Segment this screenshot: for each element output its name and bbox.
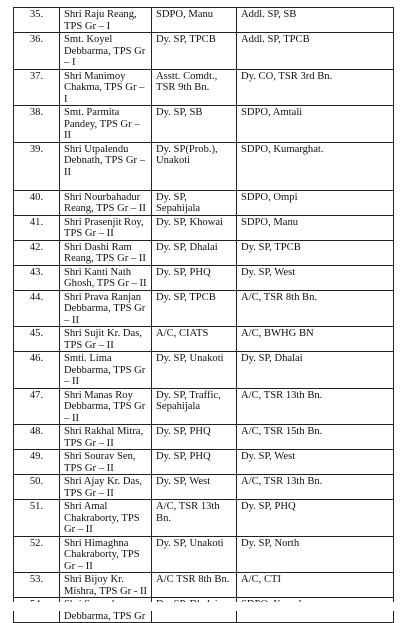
officer-name-cell: Shri Dashi Ram Reang, TPS Gr – II (60, 240, 152, 265)
new-posting-cell: A/C, BWHG BN (237, 327, 394, 352)
serial-number-cell: 38. (14, 106, 60, 143)
serial-number-cell: 40. (14, 190, 60, 215)
table-row (14, 215, 394, 240)
serial-number-cell: 42. (14, 240, 60, 265)
table-row (14, 240, 394, 265)
officer-name-cell: Smt. Parmita Pandey, TPS Gr – II (60, 106, 152, 143)
new-posting-cell: A/C, TSR 15th Bn. (237, 425, 394, 450)
officer-name-cell: Shri Amal Chakraborty, TPS Gr – II (60, 500, 152, 537)
serial-number-cell: 43. (14, 265, 60, 290)
serial-number-cell: 52. (14, 536, 60, 573)
serial-number-cell: 35. (14, 8, 60, 33)
table-row (14, 290, 394, 327)
new-posting-cell: SDPO, Manu (237, 215, 394, 240)
table-row (14, 265, 394, 290)
present-posting-cell: A/C, TSR 13th Bn. (152, 500, 237, 537)
table-row (14, 327, 394, 352)
serial-number-cell: 48. (14, 425, 60, 450)
new-posting-cell: Dy. SP, North (237, 536, 394, 573)
officer-name-cell: Shri Manas Roy Debbarma, TPS Gr – II (60, 388, 152, 425)
table-row (14, 190, 394, 215)
table-row (14, 33, 394, 70)
officer-name-cell: Shri Manimoy Chakma, TPS Gr – I (60, 69, 152, 106)
serial-number-cell: 51. (14, 500, 60, 537)
new-posting-cell: Dy. SP, Dhalai (237, 352, 394, 389)
officer-name-cell: Debbarma, TPS Gr (60, 598, 152, 623)
present-posting-cell: Dy. SP, Khowai (152, 215, 237, 240)
officer-name-cell: Smt. Koyel Debbarma, TPS Gr – I (60, 33, 152, 70)
table-row (14, 8, 394, 33)
serial-number-cell: 39. (14, 142, 60, 190)
present-posting-cell: Dy. SP, TPCB (152, 290, 237, 327)
present-posting-cell: A/C TSR 8th Bn. (152, 573, 237, 598)
table-row (14, 573, 394, 598)
table-row (14, 500, 394, 537)
officer-name-cell: Shri Rakhal Mitra, TPS Gr – II (60, 425, 152, 450)
officer-name-cell: Shri Sourav Sen, TPS Gr – II (60, 450, 152, 475)
new-posting-cell: Dy. CO, TSR 3rd Bn. (237, 69, 394, 106)
table-row (14, 388, 394, 425)
new-posting-cell: A/C, TSR 13th Bn. (237, 388, 394, 425)
transfer-table (13, 7, 394, 623)
table-row (14, 450, 394, 475)
new-posting-cell: Dy. SP, West (237, 450, 394, 475)
officer-name-cell: Shri Kanti Nath Ghosh, TPS Gr – II (60, 265, 152, 290)
present-posting-cell: Dy. SP, PHQ (152, 265, 237, 290)
present-posting-cell: Dy. SP, West (152, 475, 237, 500)
present-posting-cell: SDPO, Manu (152, 8, 237, 33)
table-row (14, 69, 394, 106)
officer-name-cell: Shri Nourbahadur Reang, TPS Gr – II (60, 190, 152, 215)
serial-number-cell: 41. (14, 215, 60, 240)
officer-name-cell: Shri Raju Reang, TPS Gr – I (60, 8, 152, 33)
new-posting-cell: A/C, TSR 13th Bn. (237, 475, 394, 500)
new-posting-cell: SDPO, Kumarghat. (237, 142, 394, 190)
serial-number-cell: 50. (14, 475, 60, 500)
present-posting-cell: Asstt. Comdt., TSR 9th Bn. (152, 69, 237, 106)
table-body (14, 8, 394, 623)
serial-number-cell: 49. (14, 450, 60, 475)
officer-name-cell: Shri Bijoy Kr. Mishra, TPS Gr - II (60, 573, 152, 598)
page-bottom-edge (0, 602, 403, 611)
new-posting-cell: Dy. SP, PHQ (237, 500, 394, 537)
present-posting-cell: Dy. SP, Unakoti (152, 352, 237, 389)
new-posting-cell: Dy. SP, TPCB (237, 240, 394, 265)
present-posting-cell: Dy. SP, PHQ (152, 425, 237, 450)
present-posting-cell: Dy. SP, PHQ (152, 450, 237, 475)
present-posting-cell: Dy. SP, SB (152, 106, 237, 143)
present-posting-cell: Dy. SP(Prob.), Unakoti (152, 142, 237, 190)
new-posting-cell: Addl. SP, SB (237, 8, 394, 33)
present-posting-cell: Dy. SP, Unakoti (152, 536, 237, 573)
new-posting-cell: A/C, TSR 8th Bn. (237, 290, 394, 327)
new-posting-cell: SDPO, Amtali (237, 106, 394, 143)
table-row (14, 352, 394, 389)
officer-name-cell: Smti. Lima Debbarma, TPS Gr – II (60, 352, 152, 389)
serial-number-cell: 45. (14, 327, 60, 352)
table-row (14, 425, 394, 450)
officer-name-cell: Shri Himaghna Chakraborty, TPS Gr – II (60, 536, 152, 573)
present-posting-cell: Dy. SP, TPCB (152, 33, 237, 70)
present-posting-cell: Dy. SP, Dhalai (152, 240, 237, 265)
serial-number-cell: 36. (14, 33, 60, 70)
new-posting-cell: SDPO, Ompi (237, 190, 394, 215)
present-posting-cell: Dy. SP, Traffic, Sepahijala (152, 388, 237, 425)
officer-name-cell: Shri Ajay Kr. Das, TPS Gr – II (60, 475, 152, 500)
table-row (14, 142, 394, 190)
present-posting-cell: Dy. SP, Sepahijala (152, 190, 237, 215)
table-row (14, 536, 394, 573)
new-posting-cell: Addl. SP, TPCB (237, 33, 394, 70)
serial-number-cell: 44. (14, 290, 60, 327)
serial-number-cell: 37. (14, 69, 60, 106)
officer-name-cell: Shri Prava Ranjan Debbarma, TPS Gr – II (60, 290, 152, 327)
new-posting-cell: A/C, CTI (237, 573, 394, 598)
present-posting-cell: A/C, CIATS (152, 327, 237, 352)
serial-number-cell: 47. (14, 388, 60, 425)
officer-name-cell: Shri Sujit Kr. Das, TPS Gr – II (60, 327, 152, 352)
serial-number-cell: 46. (14, 352, 60, 389)
new-posting-cell: Dy. SP, West (237, 265, 394, 290)
table-row (14, 475, 394, 500)
table-row (14, 106, 394, 143)
officer-name-cell: Shri Utpalendu Debnath, TPS Gr – II (60, 142, 152, 190)
serial-number-cell: 53. (14, 573, 60, 598)
officer-name-cell: Shri Prasenjit Roy, TPS Gr – II (60, 215, 152, 240)
